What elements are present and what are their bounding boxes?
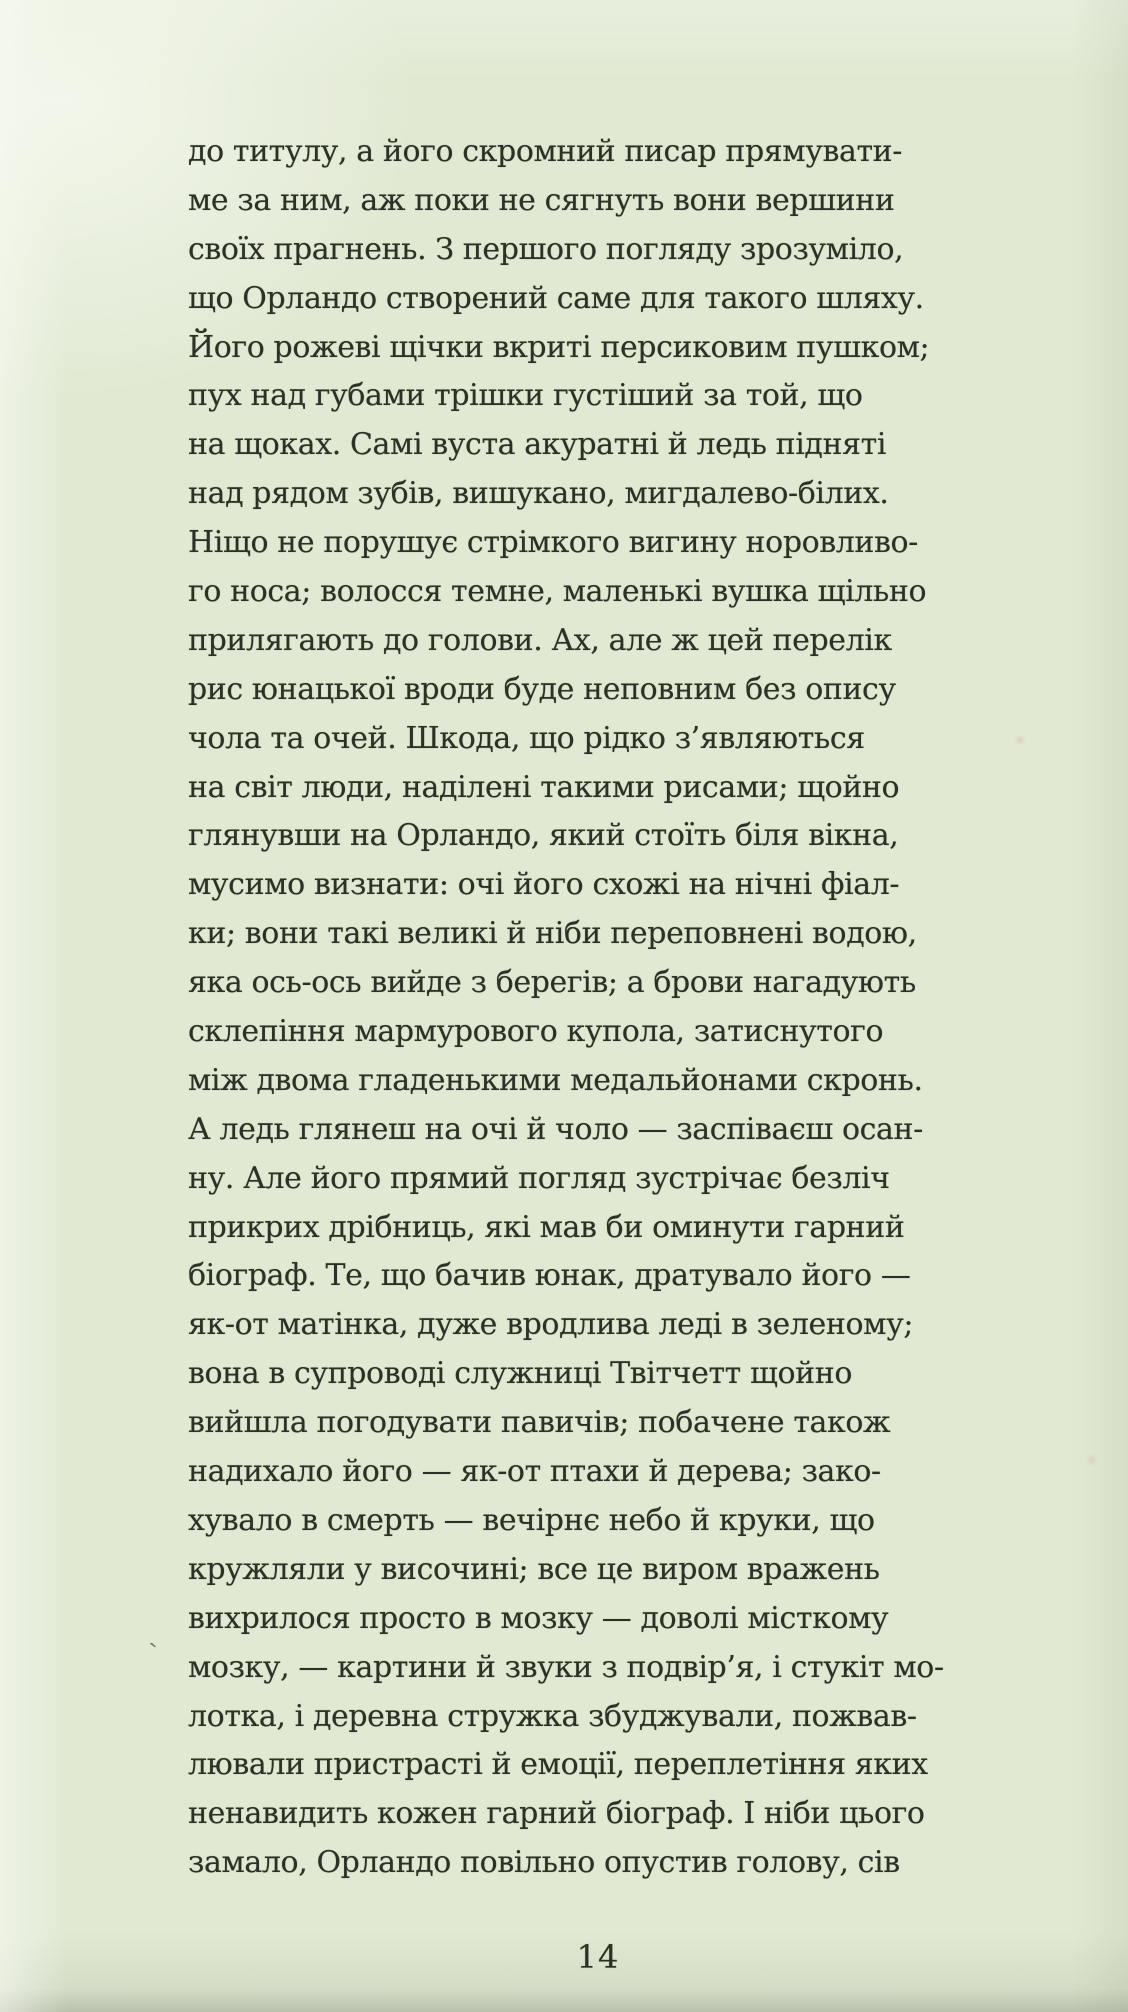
text-line: склепіння мармурового купола, затиснутого bbox=[188, 1014, 884, 1050]
text-line: глянувши на Орландо, який стоїть біля вікна, bbox=[188, 818, 899, 854]
text-line: вона в супроводі служниці Твітчетт щойно bbox=[188, 1356, 852, 1392]
text-line: рис юнацької вроди буде неповним без опису bbox=[188, 671, 896, 707]
text-line: надихало його — як-от птахи й дерева; зако- bbox=[188, 1454, 881, 1490]
text-line: кружляли у височині; все це виром вражень bbox=[188, 1551, 880, 1587]
text-line: ну. Але його прямий погляд зустрічає безліч bbox=[188, 1160, 890, 1196]
text-line: біограф. Те, що бачив юнак, дратувало його — bbox=[188, 1258, 911, 1294]
text-line: ме за ним, аж поки не сягнуть вони вершини bbox=[188, 182, 895, 218]
text-line: яка ось-ось вийде з берегів; а брови нагадують bbox=[188, 965, 916, 1001]
text-line: хувало в смерть — вечірнє небо й круки, що bbox=[188, 1502, 875, 1538]
text-line: А ледь глянеш на очі й чоло — заспіваєш осан- bbox=[188, 1111, 923, 1147]
text-line: лювали пристрасті й емоції, переплетіння яких bbox=[188, 1747, 928, 1783]
text-line: мозку, — картини й звуки з подвір’я, і стукіт мо- bbox=[188, 1649, 944, 1685]
text-line: над рядом зубів, вишукано, мигдалево-білих. bbox=[188, 476, 889, 512]
text-line: го носа; волосся темне, маленькі вушка щільно bbox=[188, 574, 927, 610]
text-block bbox=[188, 128, 1008, 1888]
text-line: вийшла погодувати павичів; побачене також bbox=[188, 1405, 891, 1441]
text-line: вихрилося просто в мозку — доволі місткому bbox=[188, 1600, 889, 1636]
text-line: на щоках. Самі вуста акуратні й ледь підняті bbox=[188, 427, 887, 463]
text-line: на світ люди, наділені такими рисами; щойно bbox=[188, 769, 900, 805]
stray-pencil-mark: ` bbox=[147, 1638, 166, 1672]
text-line: прилягають до голови. Ах, але ж цей перелік bbox=[188, 622, 892, 658]
text-line: пух над губами трішки густіший за той, що bbox=[188, 378, 863, 414]
text-line: між двома гладенькими медальйонами скронь. bbox=[188, 1062, 923, 1098]
text-line: як-от матінка, дуже вродлива леді в зеленому; bbox=[188, 1307, 914, 1343]
text-line: замало, Орландо повільно опустив голову, сів bbox=[188, 1845, 900, 1881]
text-line: прикрих дрібниць, які мав би оминути гарний bbox=[188, 1209, 905, 1245]
page-number: 14 bbox=[576, 1938, 620, 1976]
text-line: ненавидить кожен гарний біограф. І ніби цього bbox=[188, 1796, 925, 1832]
text-line: що Орландо створений саме для такого шляху. bbox=[188, 280, 924, 316]
text-line: мусимо визнати: очі його схожі на нічні фіал- bbox=[188, 867, 900, 903]
text-line: своїх прагнень. З першого погляду зрозуміло, bbox=[188, 231, 904, 267]
text-line: ки; вони такі великі й ніби переповнені водою, bbox=[188, 916, 917, 952]
text-line: Його рожеві щічки вкриті персиковим пушком; bbox=[188, 329, 930, 365]
text-line: Ніщо не порушує стрімкого вигину норовливо- bbox=[188, 525, 918, 561]
text-line: до титулу, а його скромний писар прямувати- bbox=[188, 134, 902, 169]
text-line: лотка, і деревна стружка збуджували, пожвав- bbox=[188, 1698, 917, 1734]
text-line: чола та очей. Шкода, що рідко з’являються bbox=[188, 720, 865, 756]
